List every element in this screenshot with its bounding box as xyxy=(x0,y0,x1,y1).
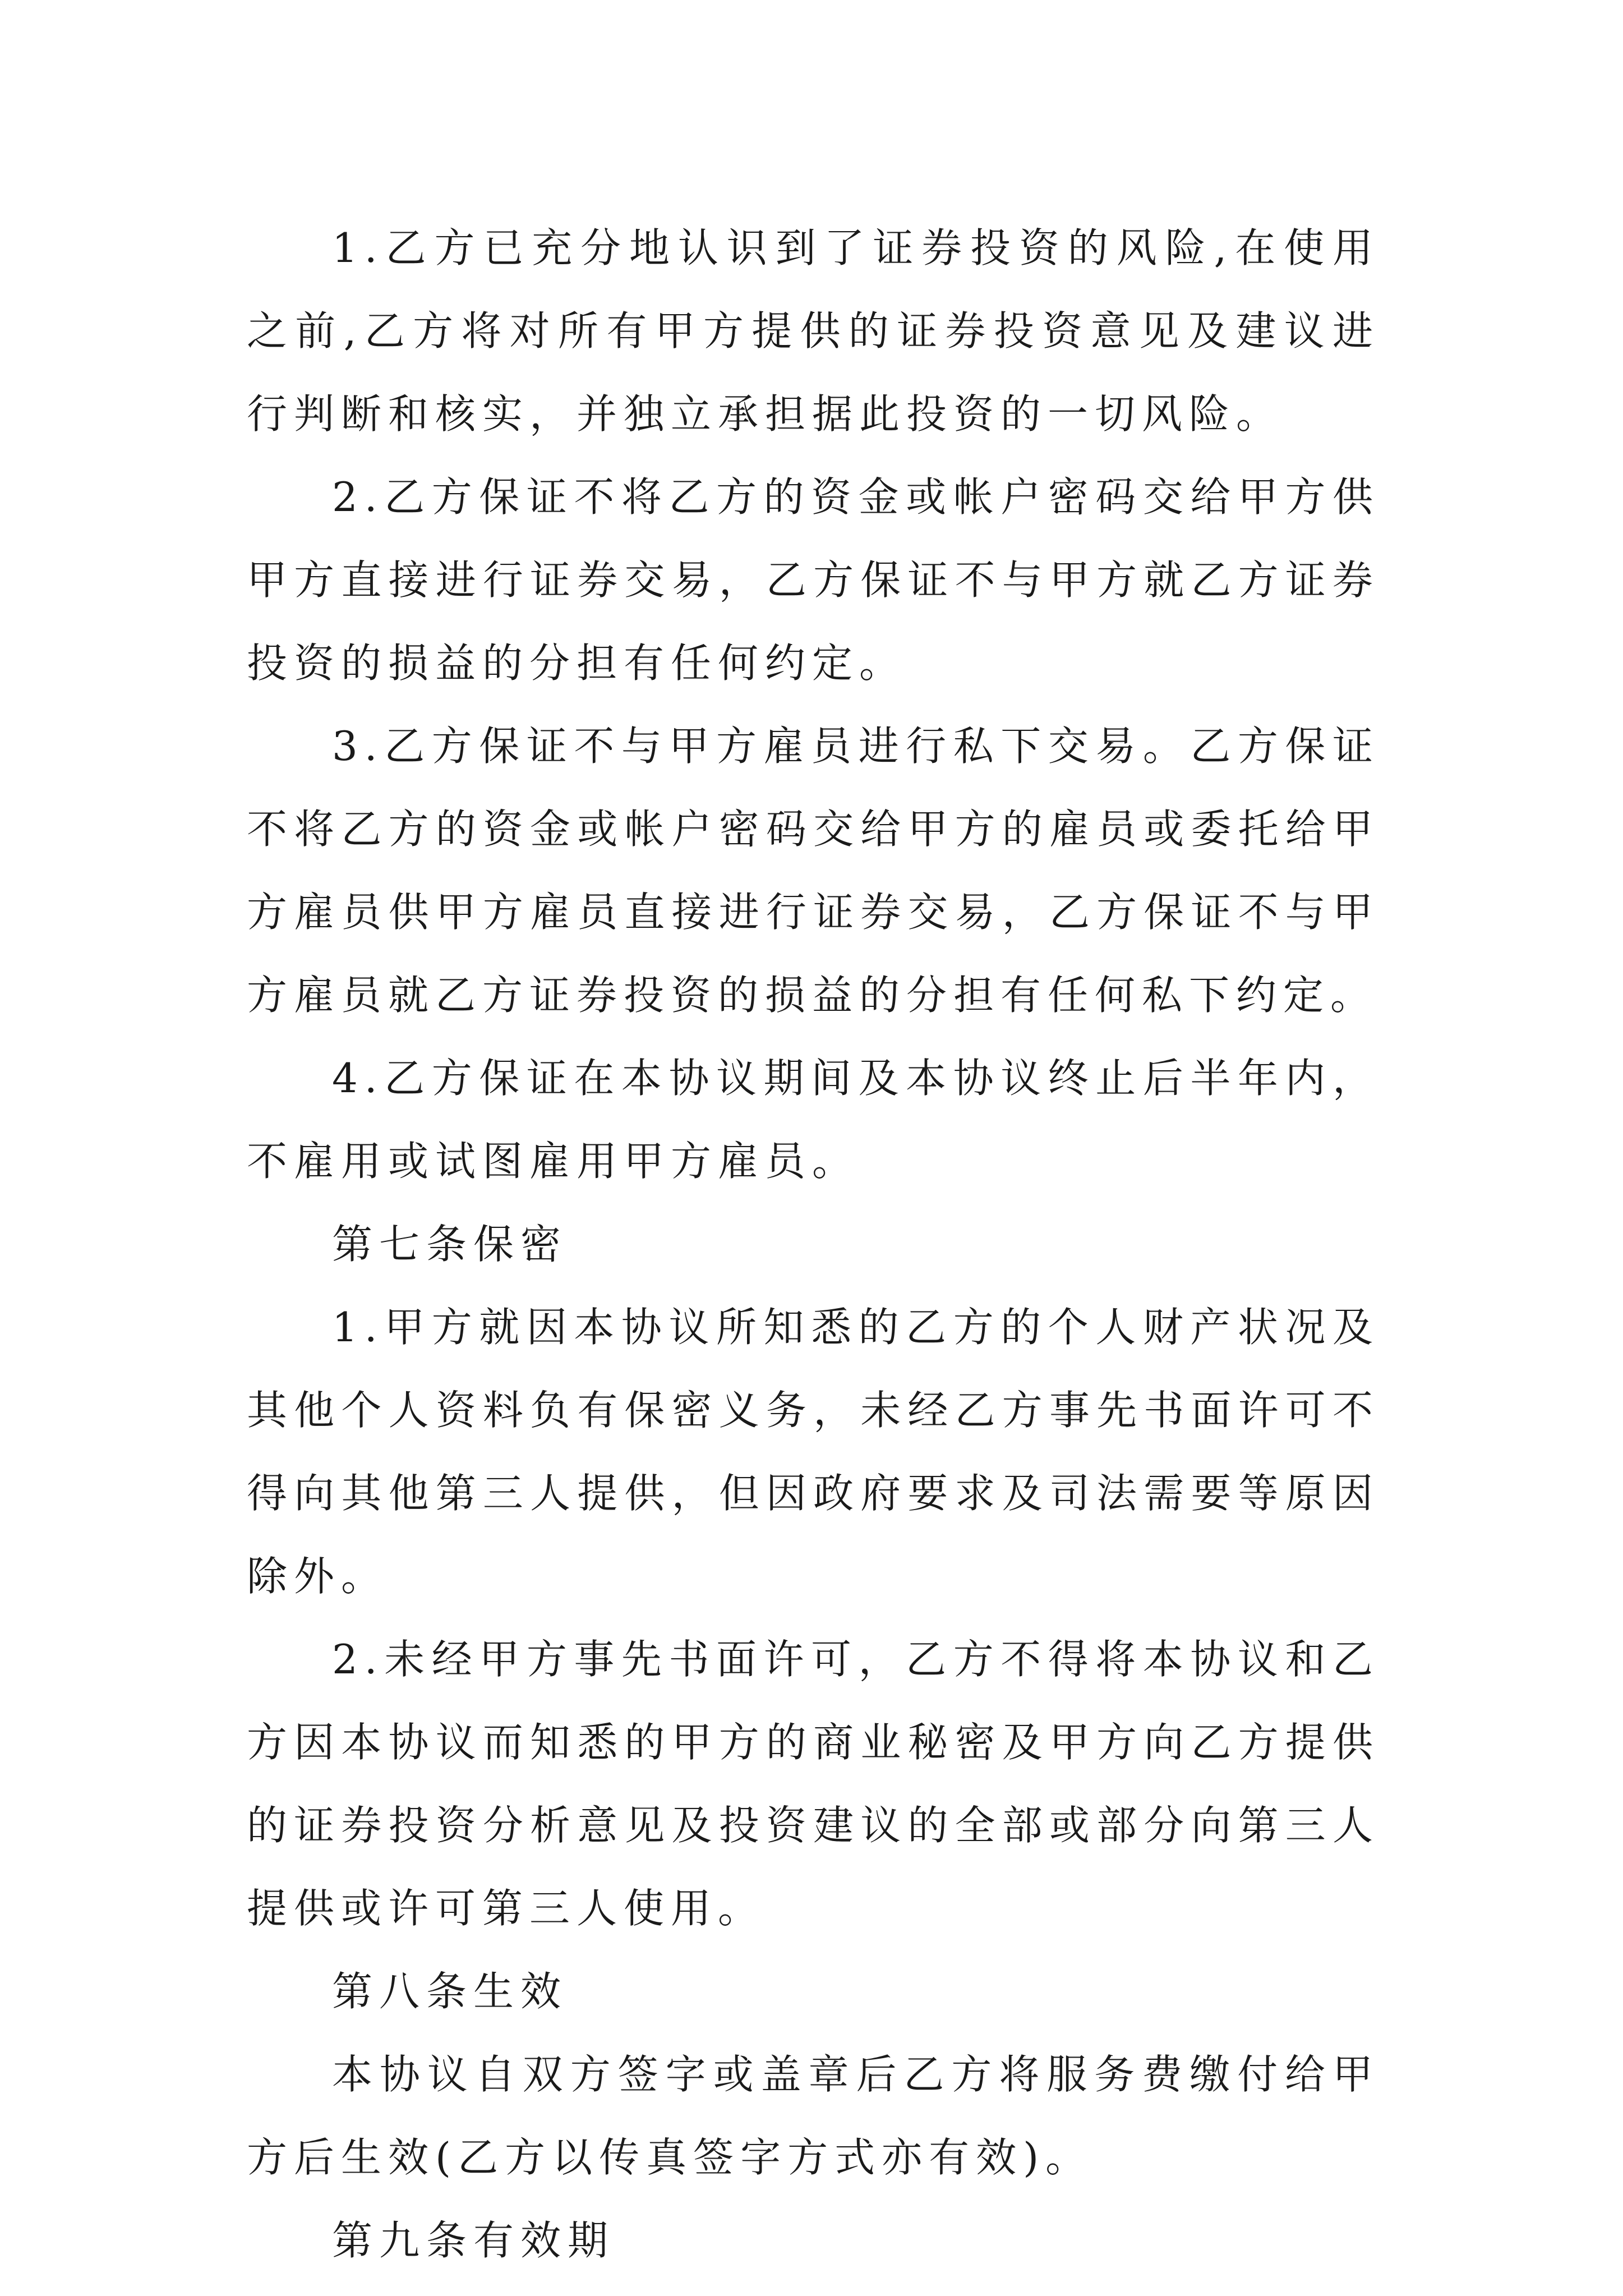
effectiveness-paragraph: 本协议自双方签字或盖章后乙方将服务费缴付给甲方后生效(乙方以传真签字方式亦有效)。 xyxy=(247,2051,1380,2181)
confidentiality-paragraph-2: 2.未经甲方事先书面许可，乙方不得将本协议和乙方因本协议而知悉的甲方的商业秘密及甲方向乙方提供的证券投资分析意见及投资建议的全部或部分向第三人提供或许可第三人使用。 xyxy=(247,1636,1380,1932)
article-8-heading: 第八条生效 xyxy=(332,1968,568,2015)
article-7-heading: 第七条保密 xyxy=(332,1221,568,1268)
clause-paragraph-2: 2.乙方保证不将乙方的资金或帐户密码交给甲方供甲方直接进行证券交易，乙方保证不与甲方就乙方证券投资的损益的分担有任何约定。 xyxy=(247,473,1380,687)
confidentiality-paragraph-1: 1.甲方就因本协议所知悉的乙方的个人财产状况及其他个人资料负有保密义务，未经乙方事先书面许可不得向其他第三人提供，但因政府要求及司法需要等原因除外。 xyxy=(247,1304,1380,1600)
article-9-heading: 第九条有效期 xyxy=(332,2217,615,2264)
clause-paragraph-1: 1.乙方已充分地认识到了证券投资的风险,在使用之前,乙方将对所有甲方提供的证券投资意见及建议进行判断和核实，并独立承担据此投资的一切风险。 xyxy=(247,224,1380,438)
clause-paragraph-3: 3.乙方保证不与甲方雇员进行私下交易。乙方保证不将乙方的资金或帐户密码交给甲方的雇员或委托给甲方雇员供甲方雇员直接进行证券交易，乙方保证不与甲方雇员就乙方证券投资的损益的分担有任何私下约定。 xyxy=(247,723,1380,1019)
document-body xyxy=(247,206,1380,2282)
clause-paragraph-4: 4.乙方保证在本协议期间及本协议终止后半年内，不雇用或试图雇用甲方雇员。 xyxy=(247,1055,1380,1185)
